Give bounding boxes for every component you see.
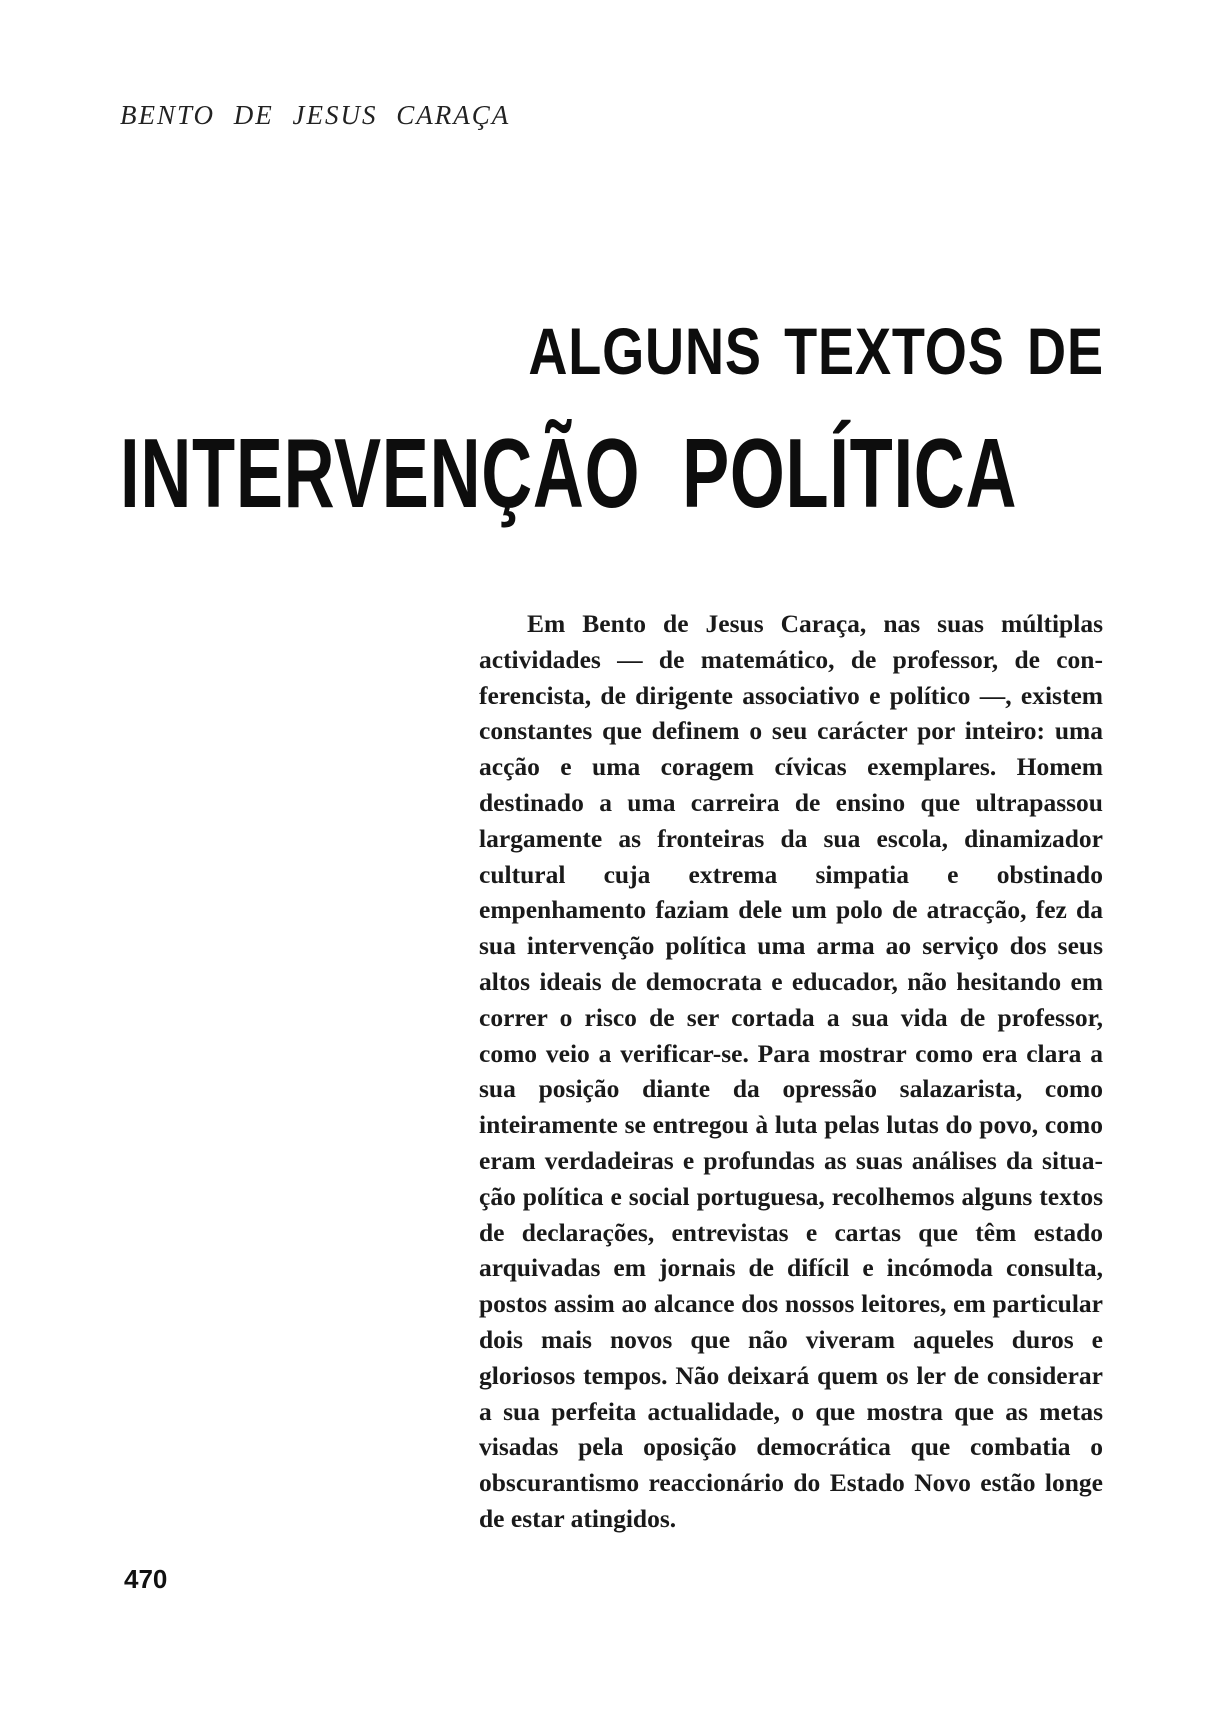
intro-paragraph: Em Bento de Jesus Caraça, nas suas múltiplas actividades — de matemático, de professor, de conferencista, de dirigente associativo e político —, existem constantes que definem o seu carácter por inteiro: uma acção e uma coragem cívicas exemplares. Homem destinado a uma carreira de ensino que ultrapassou largamente as fronteiras da sua escola, dinamizador cultural cuja extrema simpatia e obstinado empenhamento faziam dele um polo de atracção, fez da sua intervenção política uma arma ao serviço dos seus altos ideais de democrata e educador, não hesitando em correr o risco de ser cortada a sua vida de professor, como veio a verificar-se. Para mostrar como era clara a sua posição diante da opressão salazarista, como inteiramente se entregou à luta pelas lutas do povo, como eram verdadeiras e profundas as suas análises da situação política e social portuguesa, recolhemos alguns textos de declarações, entrevistas e cartas que têm estado arquivadas em jornais de difícil e incómoda consulta, postos assim ao alcance dos nossos leitores, em particular dois mais novos que não viveram aqueles duros e gloriosos tempos. Não deixará quem os ler de considerar a sua perfeita actualidade, o que mostra que as metas visadas pela oposição democrática que combatia o obscurantismo reaccionário do Estado Novo estão longe de estar atingidos. [479, 609, 1103, 1533]
title-line-1: ALGUNS TEXTOS DE [528, 314, 1104, 388]
page-number: 470 [124, 1564, 168, 1594]
author-name: BENTO DE JESUS CARAÇA [120, 100, 511, 130]
title-line-2: INTERVENÇÃO POLÍTICA [120, 418, 1018, 528]
